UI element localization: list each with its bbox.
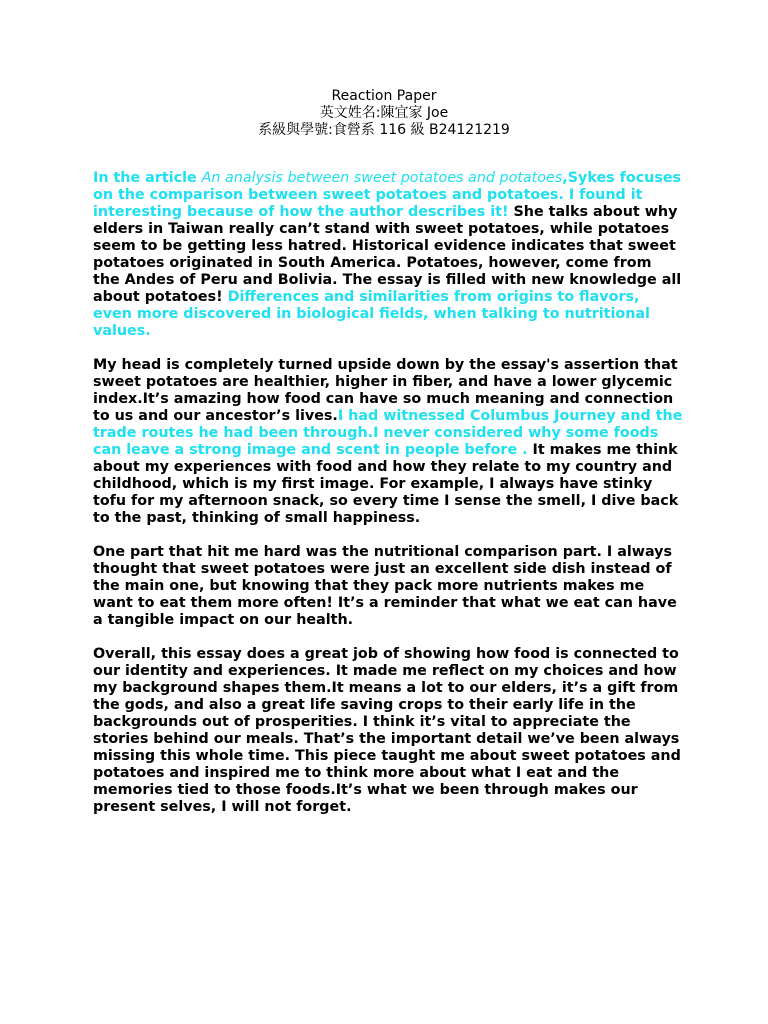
paragraph-4: Overall, this essay does a great job of showing how food is connected to our identity and experiences. It made me reflect on my choices and how my background shapes them.It means a lot to our elders, it’s a gift from the gods, and also a great life saving crops to their early life in the backgrounds out of prosperities. I think it’s vital to appreciate the stories behind our meals. That’s the important detail we’ve been always missing this whole time. This piece taught me about sweet potatoes and potatoes and inspired me to think more about what I eat and the memories tied to those foods.It’s what we been through makes our present selves, I will not forget. [93, 646, 681, 815]
p2-closing-text: It makes me think about my experiences with food and how they relate to my country and childhood, which is my first image. For example, I always have stinky tofu for my afternoon snack, so every time I sense the smell, I dive back to the past, thinking of small happiness. [93, 442, 679, 526]
author-name-line: 英文姓名:陳宜家 Joe [319, 105, 449, 121]
p2-body-text: My head is completely turned upside down by the essay's assertion that sweet potatoes are healthier, higher in fiber, and have a lower glycemic index.It’s amazing how food can have so much meaning and connection to us and our ancestor’s lives. [93, 357, 678, 424]
paragraph-2 [93, 357, 683, 527]
document-body [93, 170, 683, 833]
p1-article-title: An analysis between sweet potatoes and potatoes [201, 170, 563, 186]
p1-intro-text: In the article [93, 170, 202, 186]
author-id-line: 系級與學號:食營系 116 級 B24121219 [258, 122, 510, 138]
document-title: Reaction Paper [331, 88, 437, 104]
p1-body-text: She talks about why elders in Taiwan really can’t stand with sweet potatoes, while potatoes seem to be getting less hatred. Historical evidence indicates that sweet potatoes originated in South America. Potatoes, however, come from the Andes of Peru and Bolivia. The essay is filled with new knowledge all about potatoes! [93, 204, 682, 305]
paragraph-1 [93, 170, 683, 340]
p1-highlight-text: ,Sykes focuses on the comparison between sweet potatoes and potatoes. I found it interesting because of how the author describes it! [93, 170, 682, 220]
paragraph-3: One part that hit me hard was the nutritional comparison part. I always thought that sweet potatoes were just an excellent side dish instead of the main one, but knowing that they pack more nutrients makes me want to eat them more often! It’s a reminder that what we eat can have a tangible impact on our health. [93, 544, 677, 628]
document-header [0, 88, 768, 139]
p1-closing-highlight: Differences and similarities from origins to flavors, even more discovered in biological fields, when talking to nutritional values. [93, 289, 650, 339]
p2-highlight-text: I had witnessed Columbus Journey and the trade routes he had been through.I never considered why some foods can leave a strong image and scent in people before . [93, 408, 683, 458]
